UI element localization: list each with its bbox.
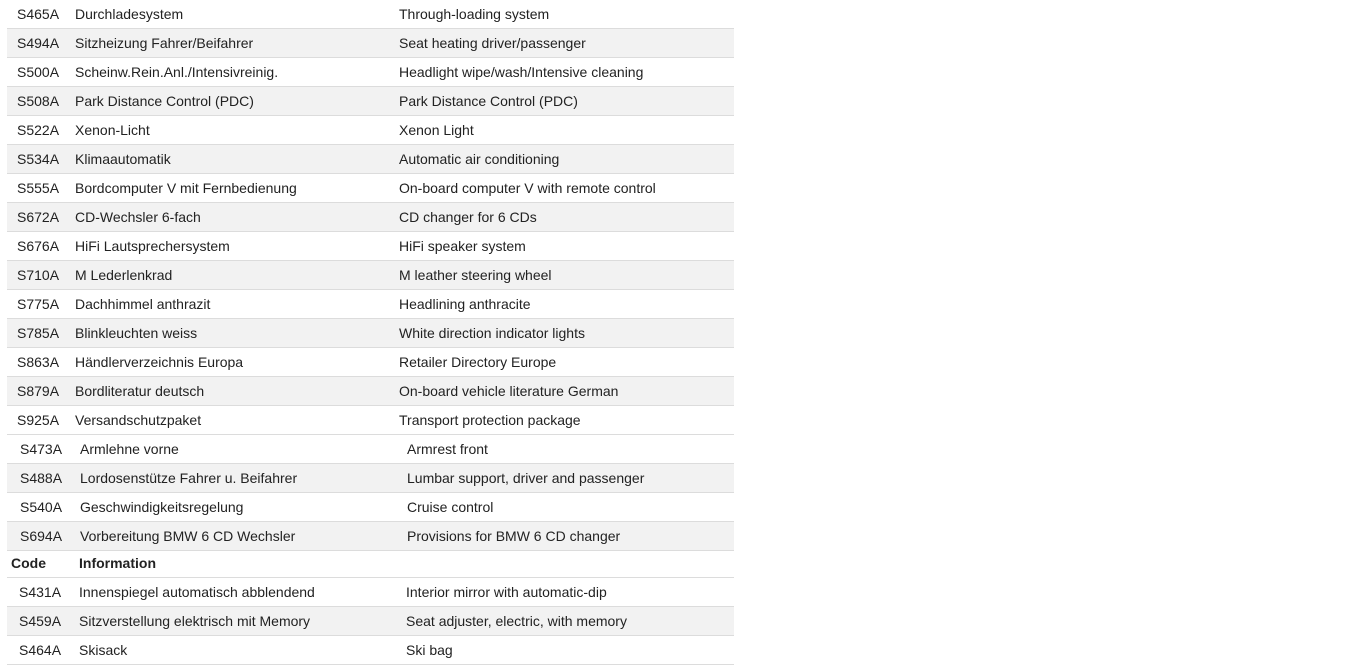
option-description-german: HiFi Lautsprechersystem (75, 238, 230, 254)
option-description-german: Dachhimmel anthrazit (75, 296, 211, 312)
option-description-english: Xenon Light (399, 122, 474, 138)
option-description-english: Lumbar support, driver and passenger (407, 470, 645, 486)
option-description-english: Headlining anthracite (399, 296, 531, 312)
option-description-german: Durchladesystem (75, 6, 184, 22)
option-description-english: On-board vehicle literature German (399, 383, 619, 399)
table-header-row (7, 551, 734, 578)
option-code: S534A (17, 151, 60, 167)
option-code: S672A (17, 209, 60, 225)
table-row (7, 493, 734, 522)
option-description-german: Lordosenstütze Fahrer u. Beifahrer (80, 470, 298, 486)
option-description-english: Headlight wipe/wash/Intensive cleaning (399, 64, 644, 80)
option-description-english: Seat adjuster, electric, with memory (406, 613, 627, 629)
table-row (7, 0, 734, 29)
option-code: S879A (17, 383, 60, 399)
option-description-german: Blinkleuchten weiss (75, 325, 198, 341)
option-description-german: Vorbereitung BMW 6 CD Wechsler (80, 528, 296, 544)
option-code: S500A (17, 64, 60, 80)
option-description-german: Park Distance Control (PDC) (75, 93, 254, 109)
option-description-german: Geschwindigkeitsregelung (80, 499, 244, 515)
table-row (7, 464, 734, 493)
table-row (7, 261, 734, 290)
option-description-english: Through-loading system (399, 6, 550, 22)
option-description-english: Provisions for BMW 6 CD changer (407, 528, 621, 544)
table-row (7, 116, 734, 145)
option-code: S863A (17, 354, 60, 370)
table-row (7, 636, 734, 665)
option-group-b (7, 435, 734, 551)
option-group-a (7, 0, 734, 435)
table-row (7, 348, 734, 377)
table-row (7, 174, 734, 203)
option-description-german: Sitzheizung Fahrer/Beifahrer (75, 35, 254, 51)
option-description-german: Sitzverstellung elektrisch mit Memory (79, 613, 311, 629)
option-description-english: Ski bag (406, 642, 453, 658)
option-description-english: Cruise control (407, 499, 494, 515)
option-code: S464A (19, 642, 62, 658)
option-code: S431A (19, 584, 62, 600)
option-description-english: Transport protection package (399, 412, 581, 428)
option-code: S694A (20, 528, 63, 544)
option-description-german: Armlehne vorne (80, 441, 179, 457)
option-code: S488A (20, 470, 63, 486)
option-description-english: Armrest front (407, 441, 488, 457)
table-row (7, 522, 734, 551)
option-code: S710A (17, 267, 60, 283)
table-row (7, 377, 734, 406)
option-description-english: CD changer for 6 CDs (399, 209, 537, 225)
option-code: S540A (20, 499, 63, 515)
table-row (7, 290, 734, 319)
option-code: S555A (17, 180, 60, 196)
option-description-english: Retailer Directory Europe (399, 354, 557, 370)
table-row (7, 58, 734, 87)
option-code: S522A (17, 122, 60, 138)
option-code: S465A (17, 6, 60, 22)
option-code: S676A (17, 238, 60, 254)
option-description-german: CD-Wechsler 6-fach (75, 209, 201, 225)
table-row (7, 29, 734, 58)
option-description-english: Interior mirror with automatic-dip (406, 584, 607, 600)
option-code: S473A (20, 441, 63, 457)
option-description-german: Skisack (79, 642, 128, 658)
option-code: S925A (17, 412, 60, 428)
option-group-c (7, 578, 734, 665)
option-code: S508A (17, 93, 60, 109)
option-description-german: Versandschutzpaket (75, 412, 202, 428)
option-description-german: Bordliteratur deutsch (75, 383, 205, 399)
option-description-english: M leather steering wheel (399, 267, 552, 283)
option-description-english: HiFi speaker system (399, 238, 526, 254)
option-description-english: Seat heating driver/passenger (399, 35, 586, 51)
table-row (7, 578, 734, 607)
option-code: S785A (17, 325, 60, 341)
option-description-german: M Lederlenkrad (75, 267, 173, 283)
option-description-german: Scheinw.Rein.Anl./Intensivreinig. (75, 64, 279, 80)
table-row (7, 232, 734, 261)
option-code: S494A (17, 35, 60, 51)
option-description-german: Bordcomputer V mit Fernbedienung (75, 180, 297, 196)
option-code: S459A (19, 613, 62, 629)
header-code: Code (11, 555, 46, 571)
option-description-english: Park Distance Control (PDC) (399, 93, 578, 109)
option-description-english: Automatic air conditioning (399, 151, 560, 167)
option-description-english: White direction indicator lights (399, 325, 585, 341)
header-information: Information (79, 555, 156, 571)
table-row (7, 87, 734, 116)
table-row (7, 435, 734, 464)
option-description-english: On-board computer V with remote control (399, 180, 656, 196)
option-description-german: Innenspiegel automatisch abblendend (79, 584, 315, 600)
table-row (7, 607, 734, 636)
table-row (7, 145, 734, 174)
option-description-german: Klimaautomatik (75, 151, 171, 167)
table-row (7, 319, 734, 348)
option-code: S775A (17, 296, 60, 312)
options-table (7, 0, 734, 665)
table-row (7, 406, 734, 435)
option-description-german: Xenon-Licht (75, 122, 150, 138)
option-description-german: Händlerverzeichnis Europa (75, 354, 244, 370)
table-row (7, 203, 734, 232)
